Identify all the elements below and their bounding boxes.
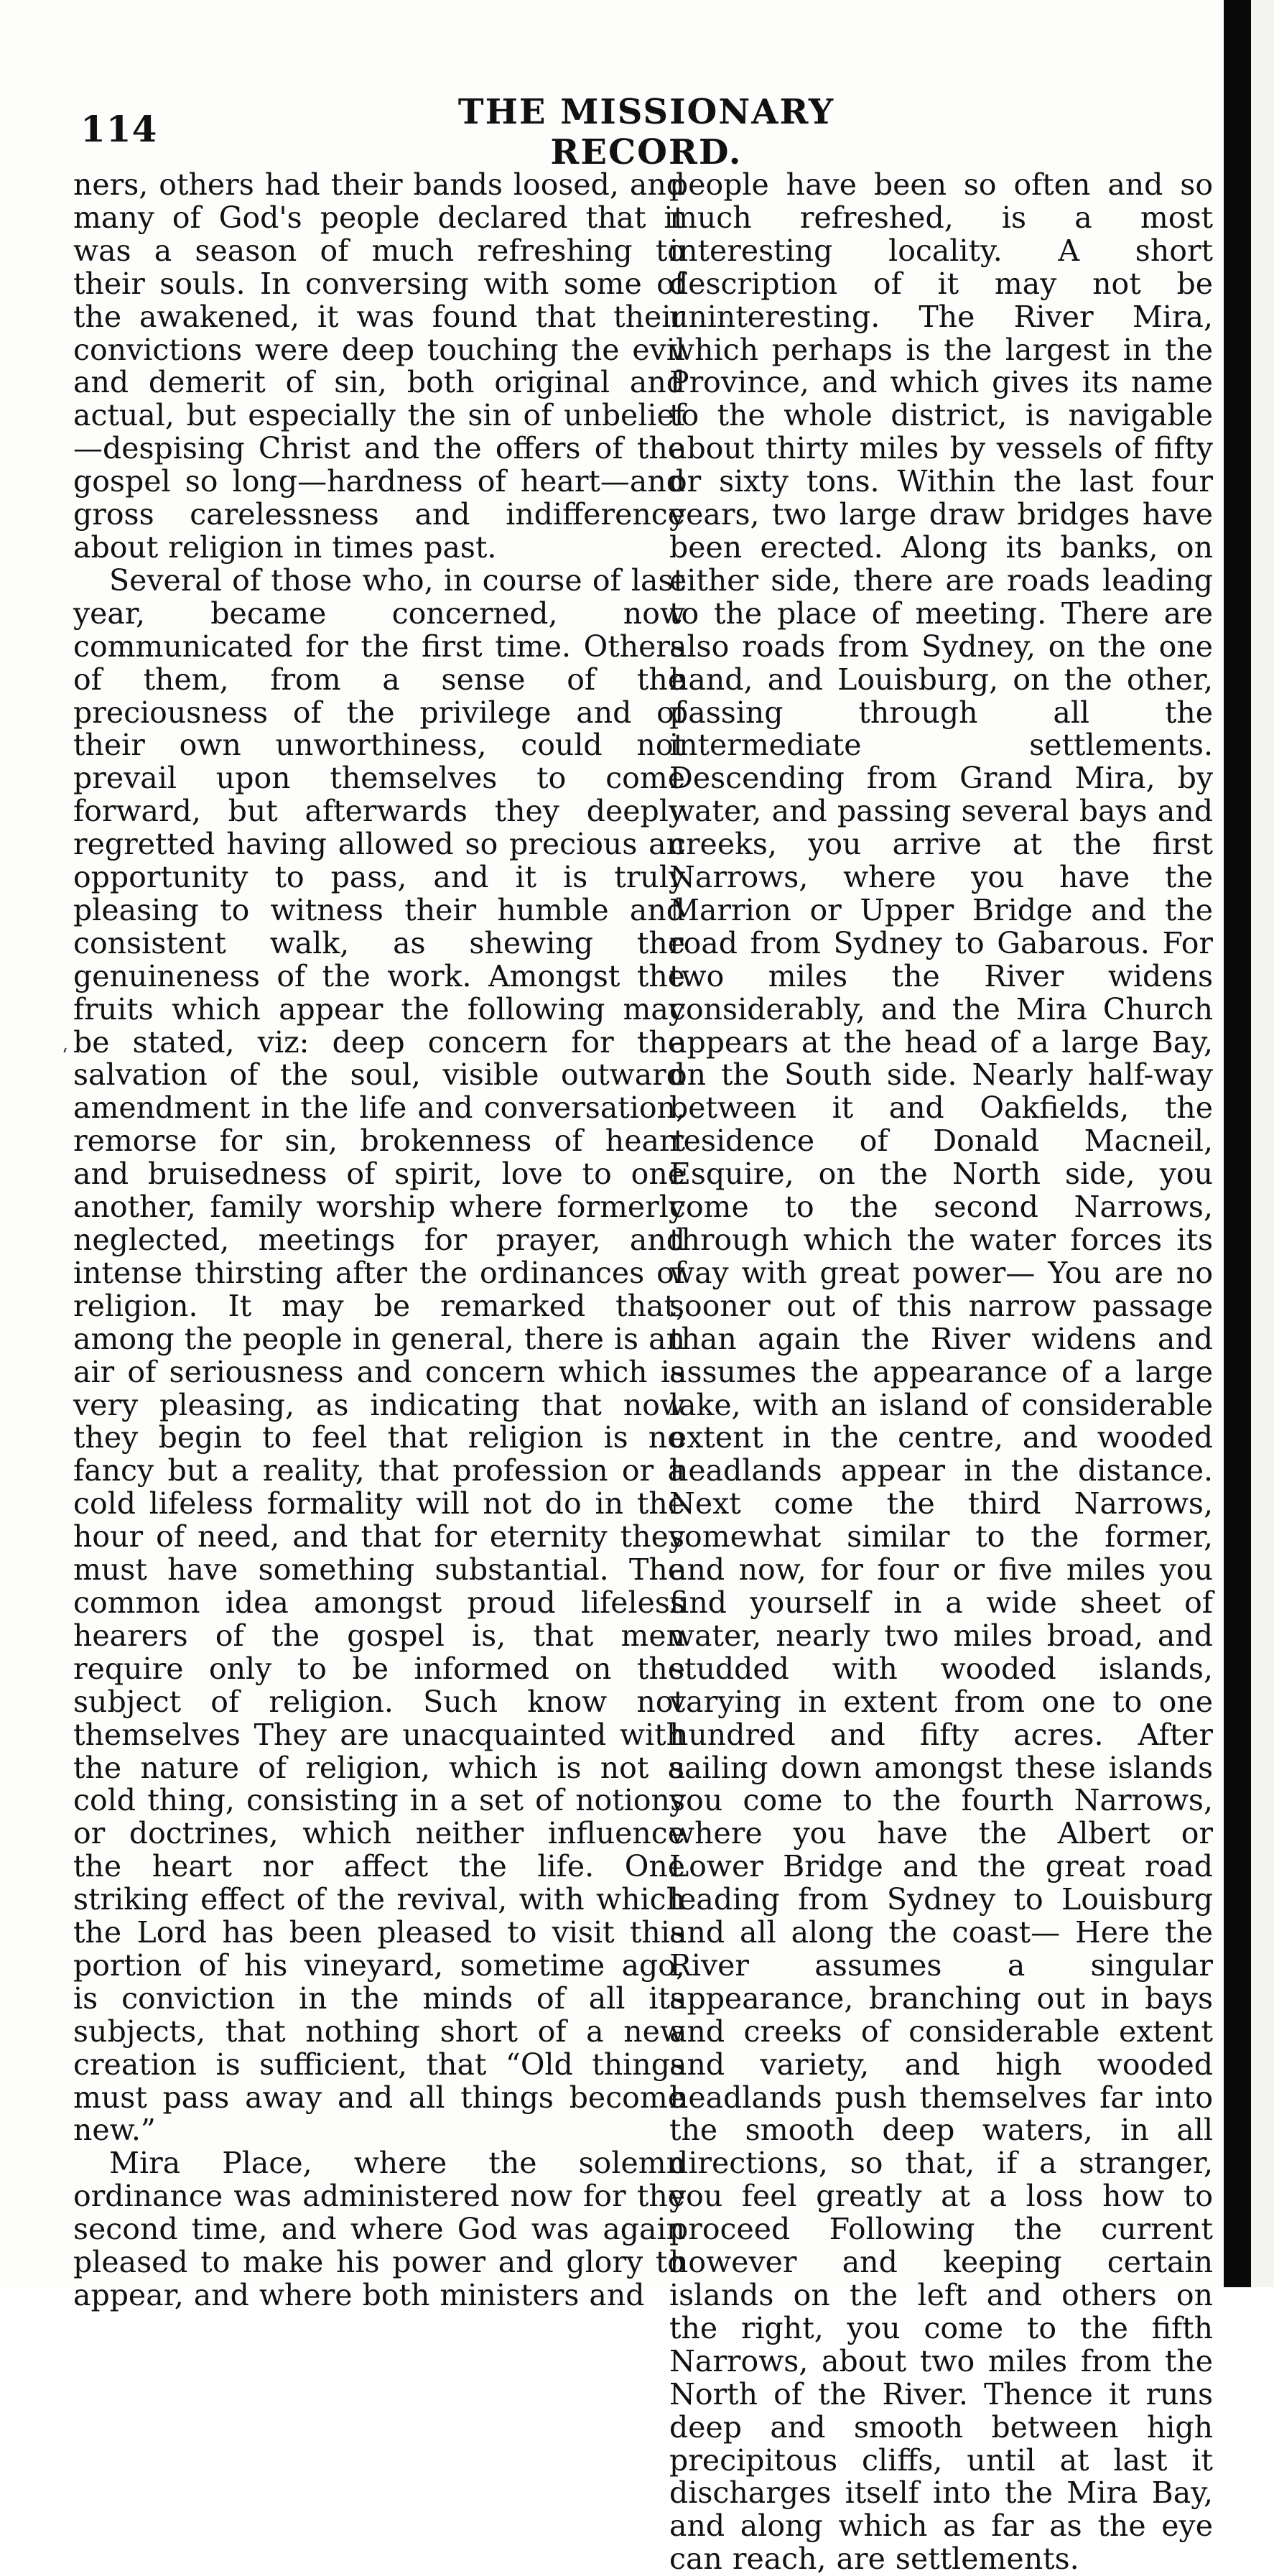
- margin-mark: ‘: [62, 1045, 68, 1067]
- binding-gutter-shadow: [1224, 0, 1251, 2287]
- page-number: 114: [80, 108, 158, 150]
- left-paragraph-mira-place: Mira Place, where the solemn ordinance was administered now for the second time, and where God was again pleased to make his power and glory to appear, and where both ministers and: [73, 2146, 685, 2312]
- right-paragraph-river-mira: people have been so often and so much refreshed, is a most interesting locality. A short description of it may not be uninteresting. The River Mira, which perhaps is the largest in the Province, and which gives its name to the whole district, is navigable about thirty miles by vessels of fifty or sixty tons. Within the last four years, two large draw bridges have been erected. Along its banks, on either side, there are roads leading to the place of meeting. There are also roads from Sydney, on the one hand, and Louisburg, on the other, passing through all the intermediate settlements. Descending from Grand Mira, by water, and passing several bays and creeks, you arrive at the first Narrows, where you have the Marrion or Upper Bridge and the road from Sydney to Gabarous. For two miles the River widens considerably, and the Mira Church appears at the head of a large Bay, on the South side. Nearly half-way between it and Oakfields, the residence of Donald Macneil, Esquire, on the North side, you come to the second Narrows, through which the water forces its way with great power— You are no sooner out of this narrow passage than again the River widens and assumes the appearance of a large lake, with an island of considerable extent in the centre, and wooded headlands appear in the distance. Next come the third Narrows, somewhat similar to the former, and now, for four or five miles you find yourself in a wide sheet of water, nearly two miles broad, and studded with wooded islands, varying in extent from one to one hundred and fifty acres. After sailing down amongst these islands you come to the fourth Narrows, where you have the Albert or Lower Bridge and the great road leading from Sydney to Louisburg and all along the coast— Here the River assumes a singular appearance, branching out in bays and creeks of considerable extent and variety, and high wooded headlands push themselves far into the smooth deep waters, in all directions, so that, if a stranger, you feel greatly at a loss how to proceed Following the current however and keeping certain islands on the left and others on the right, you come to the fifth Narrows, about two miles from the North of the River. Thence it runs deep and smooth between high precipitous cliffs, until at last it discharges itself into the Mira Bay, and along which as far as the eye can reach, are settlements.: [669, 167, 1213, 2576]
- facing-page-edge: [1251, 0, 1274, 2287]
- left-text-column: [73, 169, 685, 2312]
- left-paragraph-communicants: Several of those who, in course of last year, became concerned, now communicated for the first time. Others of them, from a sense of the preciousness of the privilege and of their own unworthiness, could not prevail upon themselves to come forward, but afterwards they deeply regretted having allowed so precious an opportunity to pass, and it is truly pleasing to witness their humble and consistent walk, as shewing the genuineness of the work. Amongst the fruits which appear the following may be stated, viz: deep concern for the salvation of the soul, visible outward amendment in the life and conversation, remorse for sin, brokenness of heart and bruisedness of spirit, love to one another, family worship where formerly neglected, meetings for prayer, and intense thirsting after the ordinances of religion. It may be remarked that, among the people in general, there is an air of seriousness and concern which is very pleasing, as indicating that now they begin to feel that religion is no fancy but a reality, that profession or a cold lifeless formality will not do in the hour of need, and that for eternity they must have something substantial. The common idea amongst proud lifeless hearers of the gospel is, that men require only to be informed on the subject of religion. Such know not themselves They are unacquainted with the nature of religion, which is not a cold thing, consisting in a set of notions or doctrines, which neither influence the heart nor affect the life. One striking effect of the revival, with which the Lord has been pleased to visit this portion of his vineyard, sometime ago, is conviction in the minds of all its subjects, that nothing short of a new creation is sufficient, that “Old things must pass away and all things become new.”: [73, 562, 685, 2148]
- running-head: THE MISSIONARY RECORD.: [457, 92, 835, 172]
- right-text-column: [669, 169, 1213, 2576]
- left-paragraph-continued: ners, others had their bands loosed, and many of God's people declared that it was a season of much refreshing to their souls. In conversing with some of the awakened, it was found that their convictions were deep touching the evil and demerit of sin, both original and actual, but especially the sin of unbelief—despising Christ and the offers of the gospel so long—hardness of heart—and gross carelessness and indifference about religion in times past.: [73, 167, 685, 565]
